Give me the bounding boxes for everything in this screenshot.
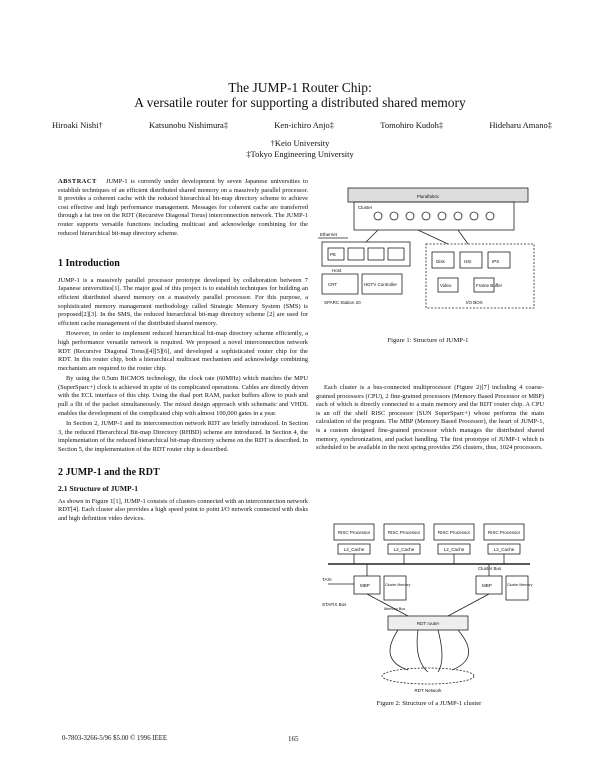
fig1-cluster-box bbox=[354, 202, 514, 230]
fig1-node-6 bbox=[454, 212, 462, 220]
fig2-net-link-4 bbox=[452, 630, 469, 670]
fig2-net-link-3 bbox=[438, 630, 442, 672]
author-1: Hiroaki Nishi† bbox=[52, 120, 103, 130]
fig1-node-7 bbox=[470, 212, 478, 220]
title-line-1: The JUMP-1 Router Chip: bbox=[228, 80, 372, 95]
fig2-memory-left bbox=[384, 576, 406, 600]
fig2-memory-right bbox=[506, 576, 528, 600]
fig1-ethernet-label: Ethernet bbox=[320, 232, 338, 237]
fig2-l2-label-3: L2_Cache bbox=[443, 547, 465, 552]
fig2-memory-label-left: Cluster Memory bbox=[385, 583, 411, 587]
sec1-paragraph-3: By using the 0.5um BiCMOS technology, the clock rate (60MHz) which matches the MPU (SuperSparc+) clock is achieved in spite of its complicated operations. Cables are directly driven with the ECL interface of this chip. Using the dual port RAM, packet buffers allow to push and pull a flit of the packet simultaneously. The mixed design approach with schematic and VHDL enables the development of the complicated chip with almost 100,000 gates in a year. bbox=[58, 375, 308, 417]
fig1-node-4 bbox=[422, 212, 430, 220]
author-5: Hideharu Amano‡ bbox=[489, 120, 552, 130]
title-line-2: A versatile router for supporting a distributed shared memory bbox=[134, 95, 466, 110]
fig2-risc-label-1: RISC Processor bbox=[337, 530, 371, 535]
fig1-pe-2 bbox=[348, 248, 364, 260]
fig1-frame-buffer-label: Frame Buffer bbox=[476, 283, 503, 288]
fig2-l2-label-4: L2_Cache bbox=[493, 547, 515, 552]
sec1-paragraph-2: However, in order to implement reduced hierarchical bit-map directory scheme efficiently, a high performance versatile network is required. We proposed a novel interconnection network RDT (Recursive Diagonal Torus)[4][5][6], and developed a sophisticated router chip for the RDT. In this router chip, both a hierarchical multicast mechanism and acknowledge combining mechanism are required to the router chip. bbox=[58, 330, 308, 372]
fig2-link-router-right bbox=[448, 594, 489, 616]
right-paragraph-1: Each cluster is a bus-connected multiprocessor (Figure 2)[7] including 4 coarse-grained processors (CPU), 2 fine-grained processors (Memory Based Processor or MBP) each of which is directly connected to a main memory and the RDT router chip. A CPU is an off the shelf RISC processor (SUN SuperSparc+) whose performs the main calculation of the program. The MBP (Memory Based Processor), the heart of JUMP-1, is a custom designed fine-grained processor which manages the distributed shared memory, synchronization, and packet handling. The first prototype of JUMP-1 which is scheduled to be available in the next spring provides 256 clusters, thus, 1024 processors. bbox=[316, 384, 544, 452]
fig1-link-1 bbox=[366, 230, 378, 242]
fig1-node-1 bbox=[374, 212, 382, 220]
fig1-sparc-label: SPARC Station 20 bbox=[324, 300, 361, 305]
abstract-text: JUMP-1 is currently under development by seven Japanese universities to establish techniques of an efficient distributed shared memory on a massively parallel processor. It provides a coherent cache with the reduced hierarchical bit-map directory scheme to achieve cost effective and high performance management. Messages for coherent cache are transferred through a fat tree on the RDT (Recursive Diagonal Torus) interconnection network. The JUMP-1 router supports versatile functions including multicast and acknowledge combining for the reduced hierarchical bit-map directory scheme. bbox=[58, 178, 308, 237]
author-4: Tomohiro Kudoh‡ bbox=[380, 120, 444, 130]
fig1-node-8 bbox=[486, 212, 494, 220]
fig2-memory-bus-label: Memory Bus bbox=[384, 607, 406, 611]
fig1-node-5 bbox=[438, 212, 446, 220]
fig2-link-router-left bbox=[367, 594, 408, 616]
page-number: 165 bbox=[288, 735, 299, 743]
fig1-host-label: Host bbox=[332, 268, 342, 273]
fig2-taxi-label: TAXI bbox=[322, 577, 332, 582]
fig1-pe-3 bbox=[368, 248, 384, 260]
fig2-net-link-2 bbox=[417, 630, 428, 672]
fig1-node-3 bbox=[406, 212, 414, 220]
affiliation-1: †Keio University bbox=[270, 138, 330, 148]
fig2-rdt-network-ellipse bbox=[382, 668, 474, 684]
sec1-paragraph-4: In Section 2, JUMP-1 and its interconnection network RDT are briefly introduced. In Section 3, the reduced Hierarchical Bit-map Directory (RHBD) scheme are introduced. In Section 4, the implementation of the reduced hierarchical bit-map directory scheme on the RDT is described. In Section 5, the implementation of the RDT router chip is described. bbox=[58, 420, 308, 454]
section-1-heading: 1 Introduction bbox=[58, 258, 120, 270]
fig1-io-box bbox=[426, 244, 534, 308]
fig1-video-label: Video bbox=[440, 283, 452, 288]
fig1-pe-4 bbox=[388, 248, 404, 260]
abstract bbox=[58, 178, 308, 238]
figure-1-diagram bbox=[318, 182, 538, 332]
right-column bbox=[316, 384, 544, 455]
fig2-net-link-1 bbox=[390, 630, 408, 670]
fig1-ips-label: IPS bbox=[492, 259, 500, 264]
paper-title bbox=[0, 80, 600, 110]
left-column bbox=[58, 178, 308, 526]
fig2-rdt-router-label: RDT router bbox=[416, 621, 440, 626]
section-2-heading: 2 JUMP-1 and the RDT bbox=[58, 466, 160, 478]
fig1-cluster-label: Cluster bbox=[358, 205, 373, 210]
section-2-1-heading: 2.1 Structure of JUMP-1 bbox=[58, 484, 138, 494]
fig1-crt-label: CRT bbox=[328, 282, 338, 287]
fig1-pe-label: PE bbox=[330, 252, 337, 257]
fig2-l2-label-2: L2_Cache bbox=[393, 547, 415, 552]
author-2: Katsunobu Nishimura‡ bbox=[148, 120, 229, 130]
fig2-memory-label-right: Cluster Memory bbox=[507, 583, 533, 587]
author-3: Ken-ichiro Anjo‡ bbox=[274, 120, 335, 130]
abstract-label: ABSTRACT bbox=[58, 178, 97, 185]
fig2-risc-label-4: RISC Processor bbox=[487, 530, 521, 535]
footer-copyright: 0-7803-3266-5/96 $5.00 © 1996 IEEE bbox=[62, 735, 168, 742]
fig1-io-label: I/O BOX bbox=[466, 300, 483, 305]
figure-2-diagram bbox=[318, 520, 540, 696]
fig2-stafix-label: STAFIX Bus bbox=[322, 602, 347, 607]
fig2-mbp-label-right: MBP bbox=[482, 583, 492, 588]
sec21-paragraph-1: As shown in Figure 1[1], JUMP-1 consists of clusters connected with an interconnection network RDT[4]. Each cluster also provides a high speed point to point I/O network connected with disks and high definition video devices. bbox=[58, 497, 308, 522]
figure-1-caption: Figure 1: Structure of JUMP-1 bbox=[387, 337, 469, 344]
fig2-risc-label-2: RISC Processor bbox=[387, 530, 421, 535]
fig1-disk-label: Disk bbox=[436, 259, 445, 264]
author-list bbox=[52, 120, 552, 130]
fig1-link-3 bbox=[418, 230, 448, 244]
fig1-hdtv-label: HDTV Controller bbox=[364, 282, 398, 287]
sec1-paragraph-1: JUMP-1 is a massively parallel processor prototype developed by collaboration between 7 Japanese universities[1]. The major goal of this project is to establish techniques for building an efficient distributed shared memory on a massively parallel processor. For this purpose, a sophisticated memory management methodology called Strategic Memory System (SMS) is proposed[2][3]. In the SMS, the reduced hierarchical bit-map directory scheme [2] are used for efficient cache management of the distributed shared memory. bbox=[58, 276, 308, 327]
figure-2-caption: Figure 2: Structure of a JUMP-1 cluster bbox=[376, 700, 482, 707]
fig1-link-2 bbox=[458, 230, 468, 244]
affiliation-2: ‡Tokyo Engineering University bbox=[246, 149, 354, 159]
fig2-mbus-label: Cluster Bus bbox=[478, 566, 502, 571]
fig1-node-2 bbox=[390, 212, 398, 220]
fig2-mbp-label-left: MBP bbox=[360, 583, 370, 588]
fig2-rdt-network-label: RDT Network bbox=[414, 688, 442, 693]
fig1-hsi-label: HSI bbox=[464, 259, 472, 264]
fig2-risc-label-3: RISC Processor bbox=[437, 530, 471, 535]
fig1-network-label: Pluralfabric bbox=[416, 194, 440, 199]
fig2-l2-label-1: L2_Cache bbox=[343, 547, 365, 552]
